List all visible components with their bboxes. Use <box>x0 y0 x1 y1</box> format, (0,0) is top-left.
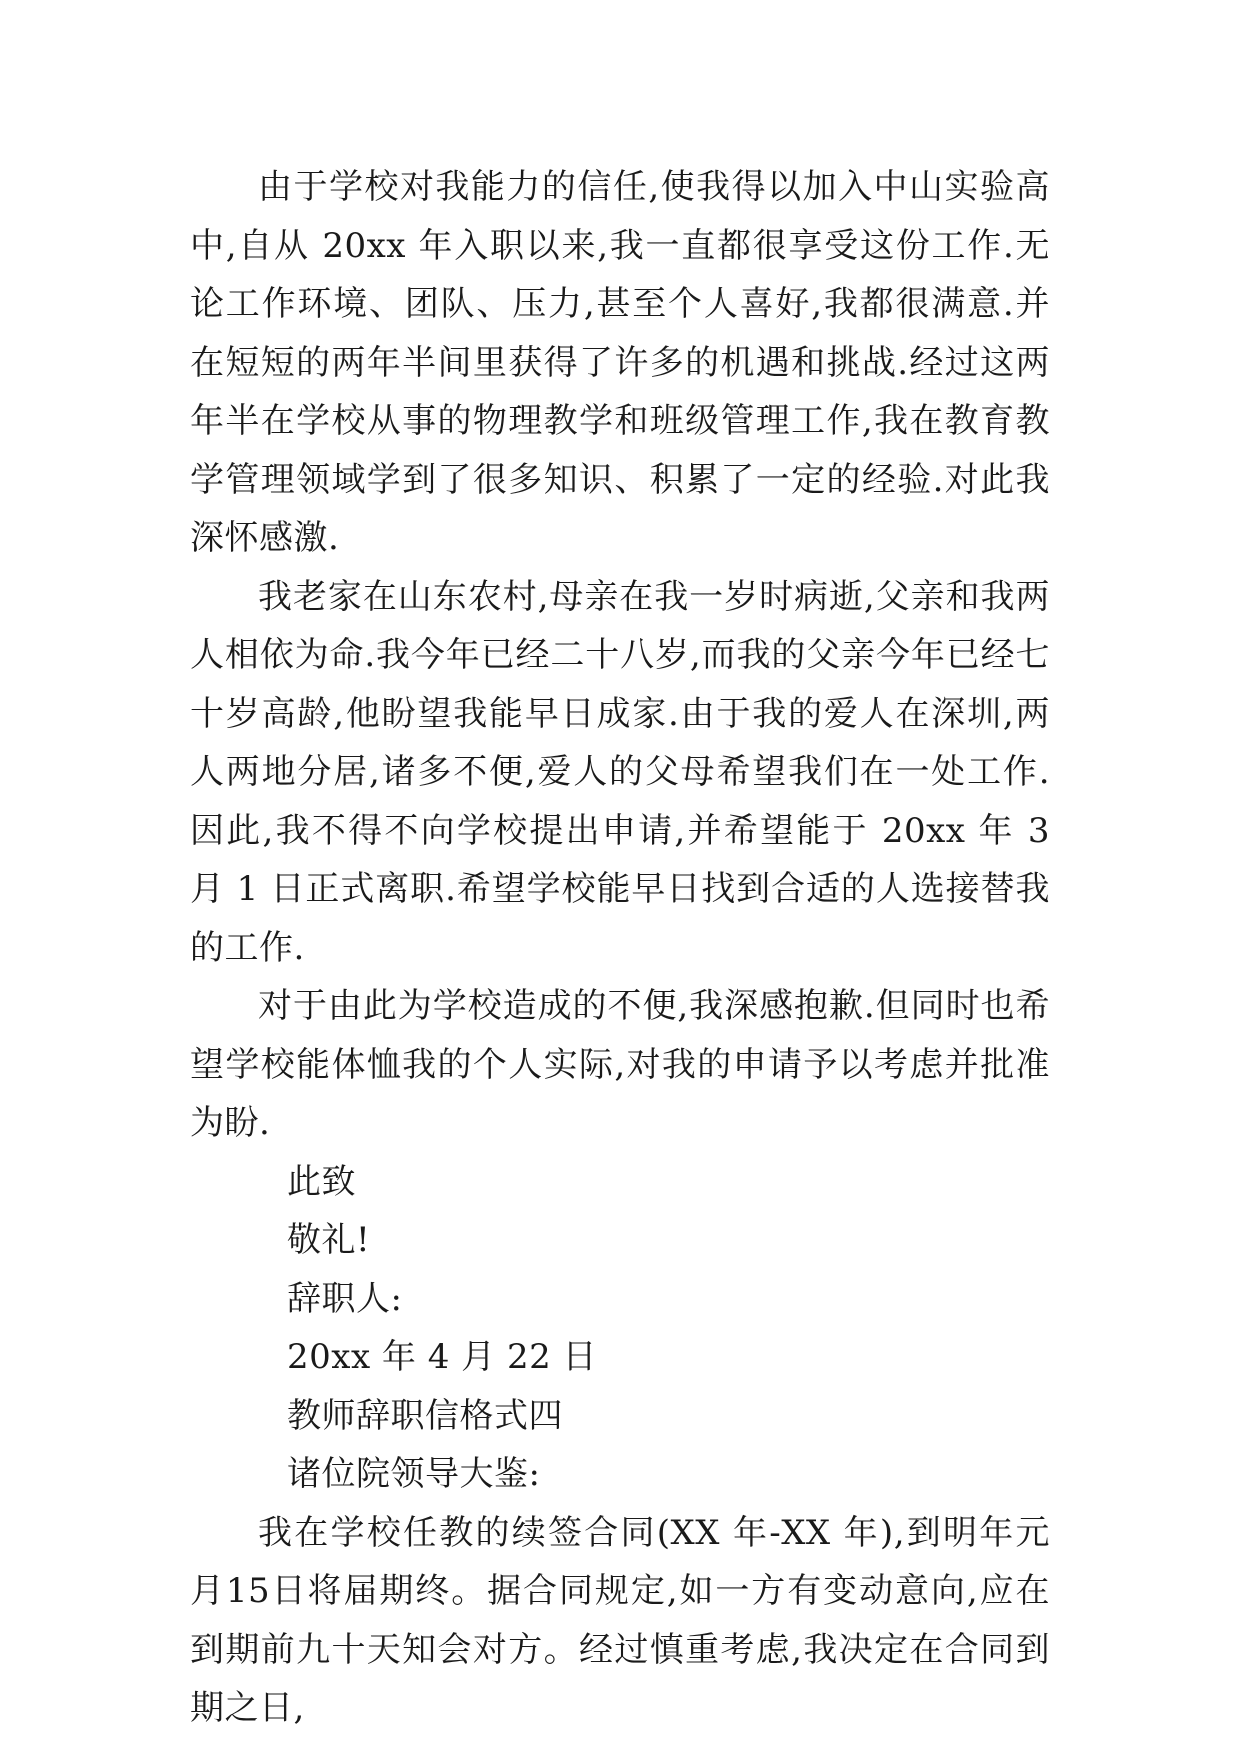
paragraph-apology: 对于由此为学校造成的不便,我深感抱歉.但同时也希望学校能体恤我的个人实际,对我的申请予以考虑并批准为盼. <box>190 986 1050 1143</box>
paragraph-contract: 我在学校任教的续签合同(XX 年-XX 年),到明年元月15日将届期终。据合同规定,如一方有变动意向,应在到期前九十天知会对方。经过慎重考虑,我决定在合同到期之日, <box>190 1512 1050 1728</box>
letter-date: 20xx 年 4 月 22 日 <box>287 1337 598 1377</box>
letter-body <box>190 158 1062 1738</box>
closing-salutation: 此致 <box>287 1161 356 1202</box>
greeting: 诸位院领导大鉴: <box>287 1454 541 1494</box>
section-title: 教师辞职信格式四 <box>287 1395 563 1436</box>
paragraph-family-reason: 我老家在山东农村,母亲在我一岁时病逝,父亲和我两人相依为命.我今年已经二十八岁,而我的父亲今年已经七十岁高龄,他盼望我能早日成家.由于我的爱人在深圳,两人两地分居,诸多不便,爱人的父母希望我们在一处工作.因此,我不得不向学校提出申请,并希望能于 20xx 年 3 月 1 日正式离职.希望学校能早日找到合适的人选接替我的工作. <box>190 576 1062 968</box>
signature-label: 辞职人: <box>287 1278 403 1319</box>
closing-respect: 敬礼! <box>287 1220 371 1260</box>
paragraph-gratitude: 由于学校对我能力的信任,使我得以加入中山实验高中,自从 20xx 年入职以来,我一直都很享受这份工作.无论工作环境、团队、压力,甚至个人喜好,我都很满意.并在短短的两年半间里获得了许多的机遇和挑战.经过这两年半在学校从事的物理教学和班级管理工作,我在教育教学管理领域学到了很多知识、积累了一定的经验.对此我深怀感激. <box>190 167 1050 558</box>
